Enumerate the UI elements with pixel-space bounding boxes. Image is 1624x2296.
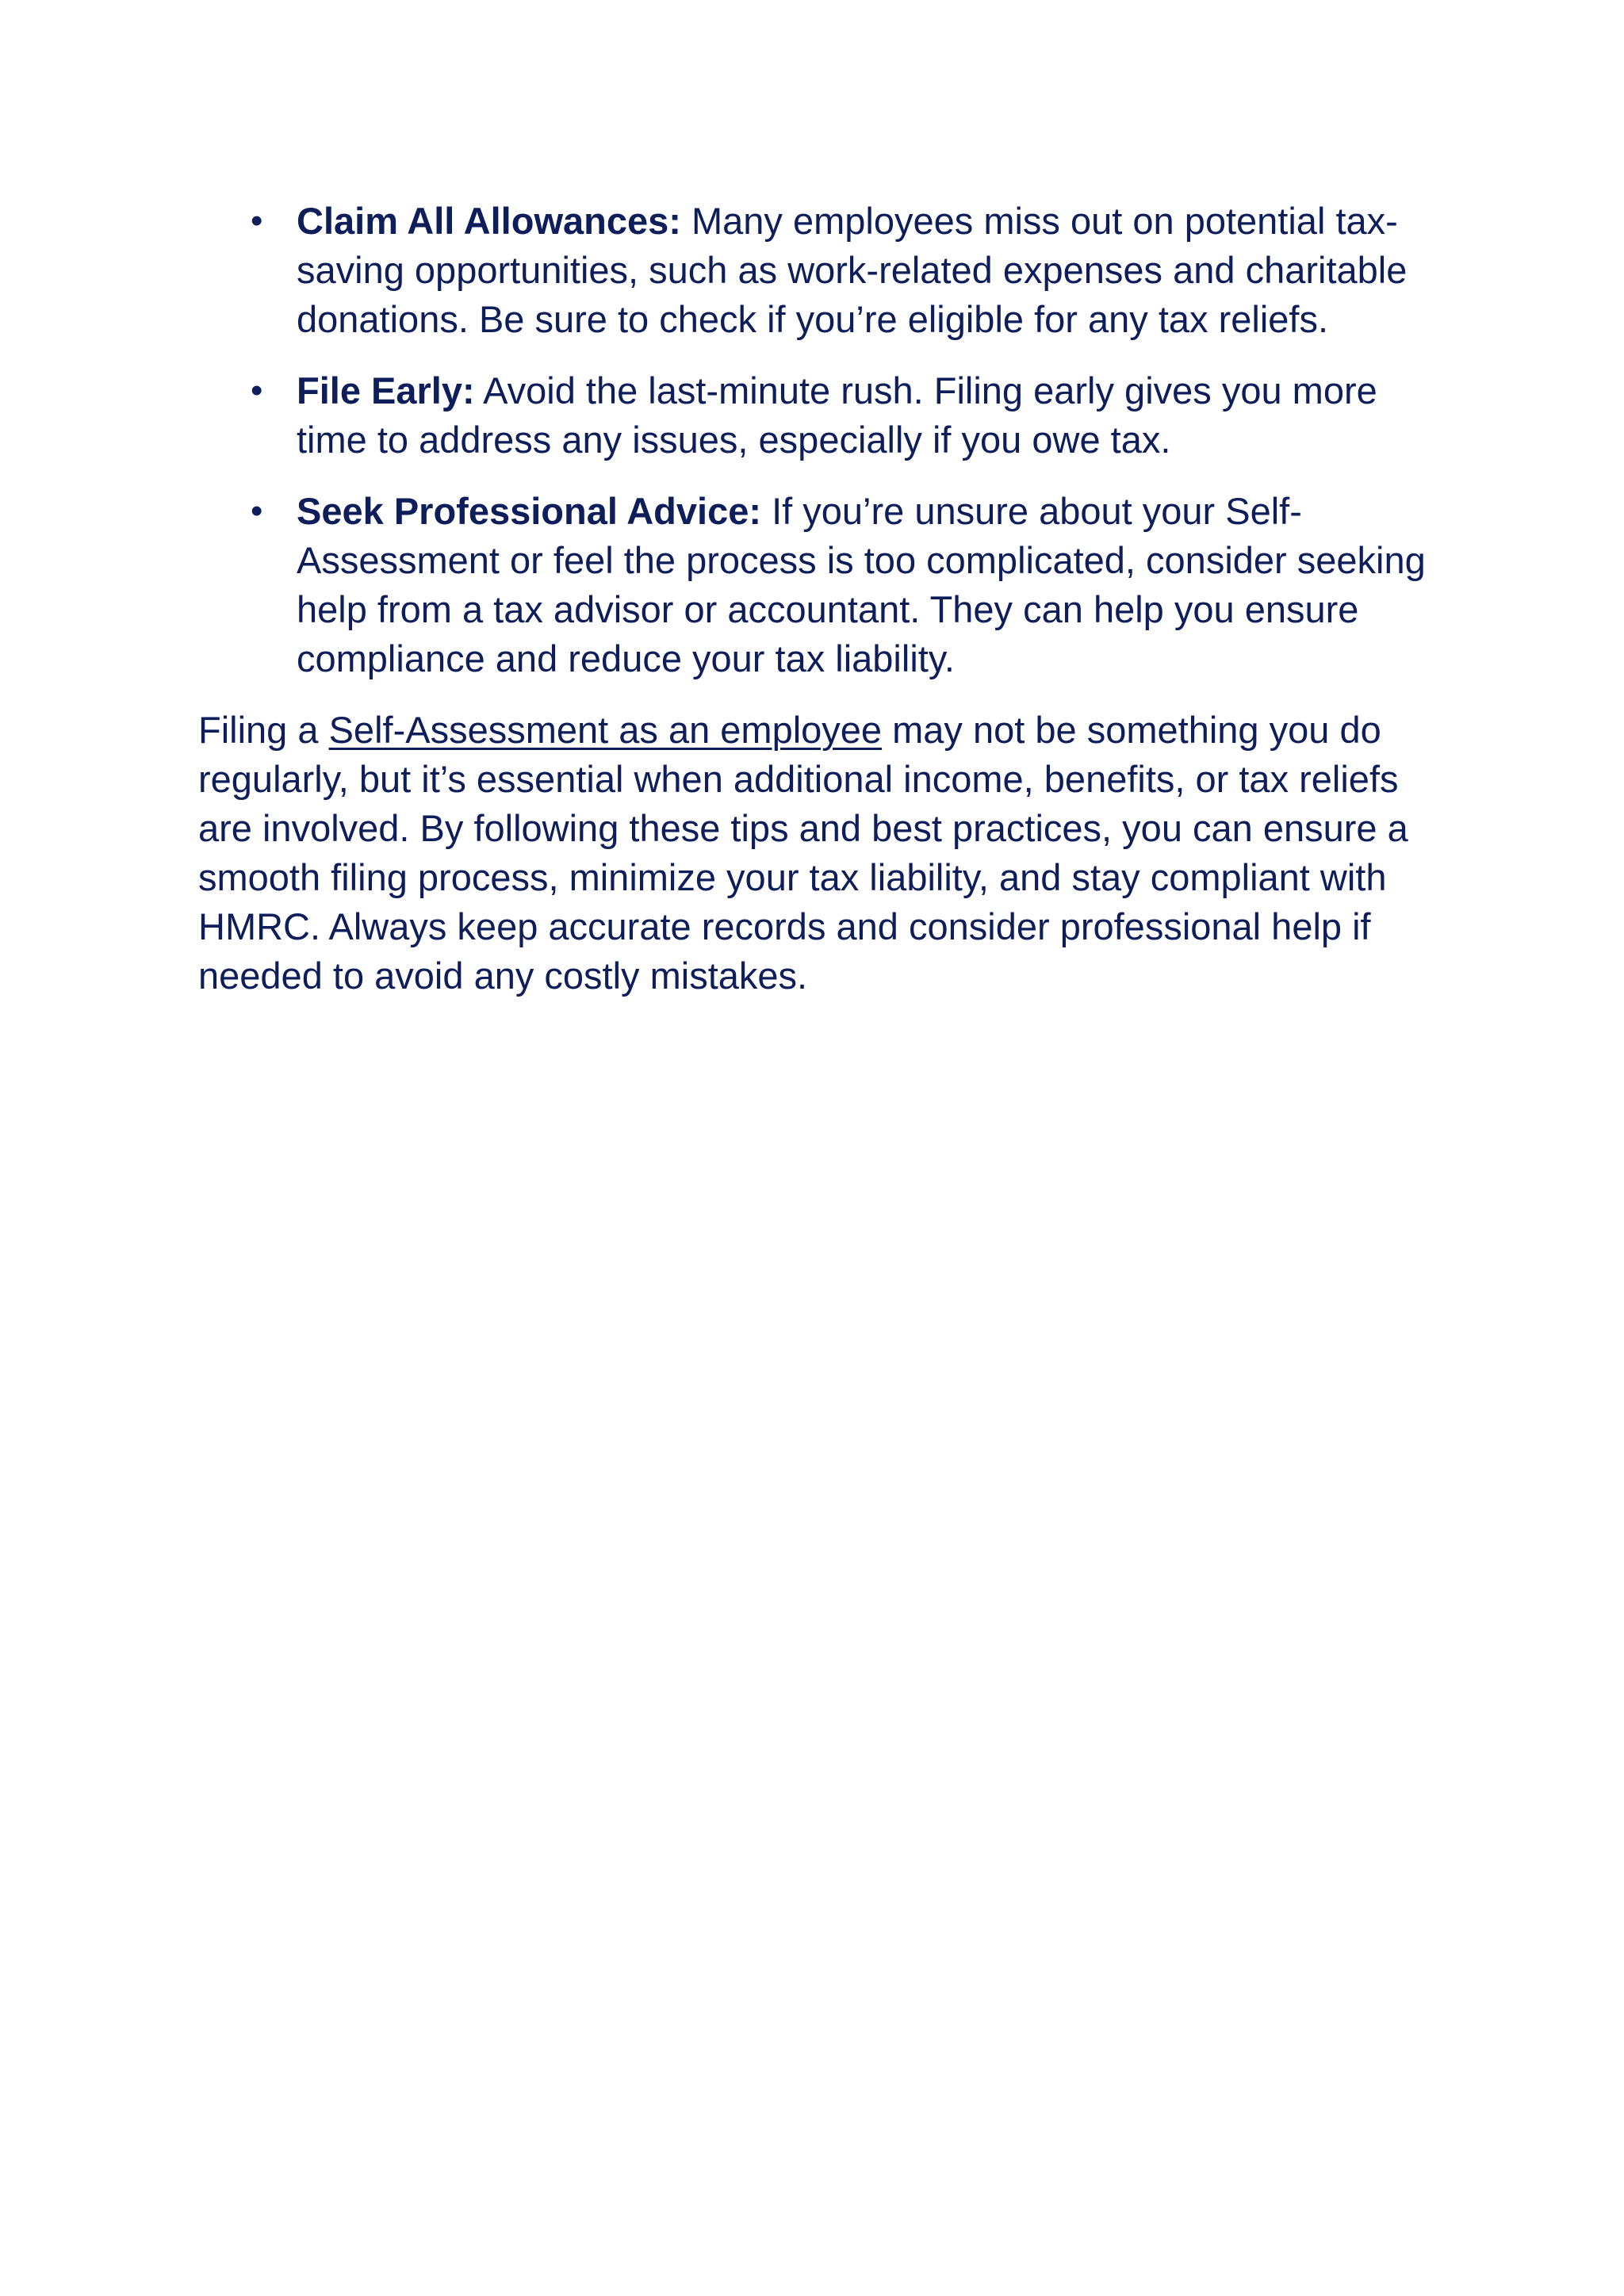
tip-title: Seek Professional Advice: [297, 490, 762, 532]
document-content [198, 197, 1451, 1001]
self-assessment-link[interactable]: Self-Assessment as an employee [328, 709, 883, 751]
bullet-icon: • [251, 371, 263, 410]
tip-title: File Early: [297, 369, 475, 411]
tip-text: If you’re unsure about your Self-Assessment or feel the process is too complicated, consider seeking help from a tax advisor or accountant. They can help you ensure compliance and reduce your tax liability. [297, 490, 1426, 679]
bullet-icon: • [251, 492, 263, 530]
conclusion-before-link: Filing a [198, 709, 329, 751]
conclusion-paragraph [198, 706, 1451, 1001]
list-item [198, 487, 1451, 683]
tip-text: Many employees miss out on potential tax-saving opportunities, such as work-related expenses and charitable donations. Be sure to check if you’re eligible for any tax reliefs. [297, 200, 1408, 340]
list-item [198, 197, 1451, 344]
tip-text: Avoid the last-minute rush. Filing early gives you more time to address any issues, especially if you owe tax. [297, 369, 1377, 461]
bullet-icon: • [251, 201, 263, 240]
tip-title: Claim All Allowances: [297, 200, 681, 242]
tips-list [198, 197, 1451, 683]
list-item [198, 366, 1451, 465]
conclusion-after-link: may not be something you do regularly, but it’s essential when additional income, benefits, or tax reliefs are involved. By following these tips and best practices, you can ensure a smooth filing process, minimize your tax liability, and stay compliant with HMRC. Always keep accurate records and consider professional help if needed to avoid any costly mistakes. [198, 709, 1408, 997]
